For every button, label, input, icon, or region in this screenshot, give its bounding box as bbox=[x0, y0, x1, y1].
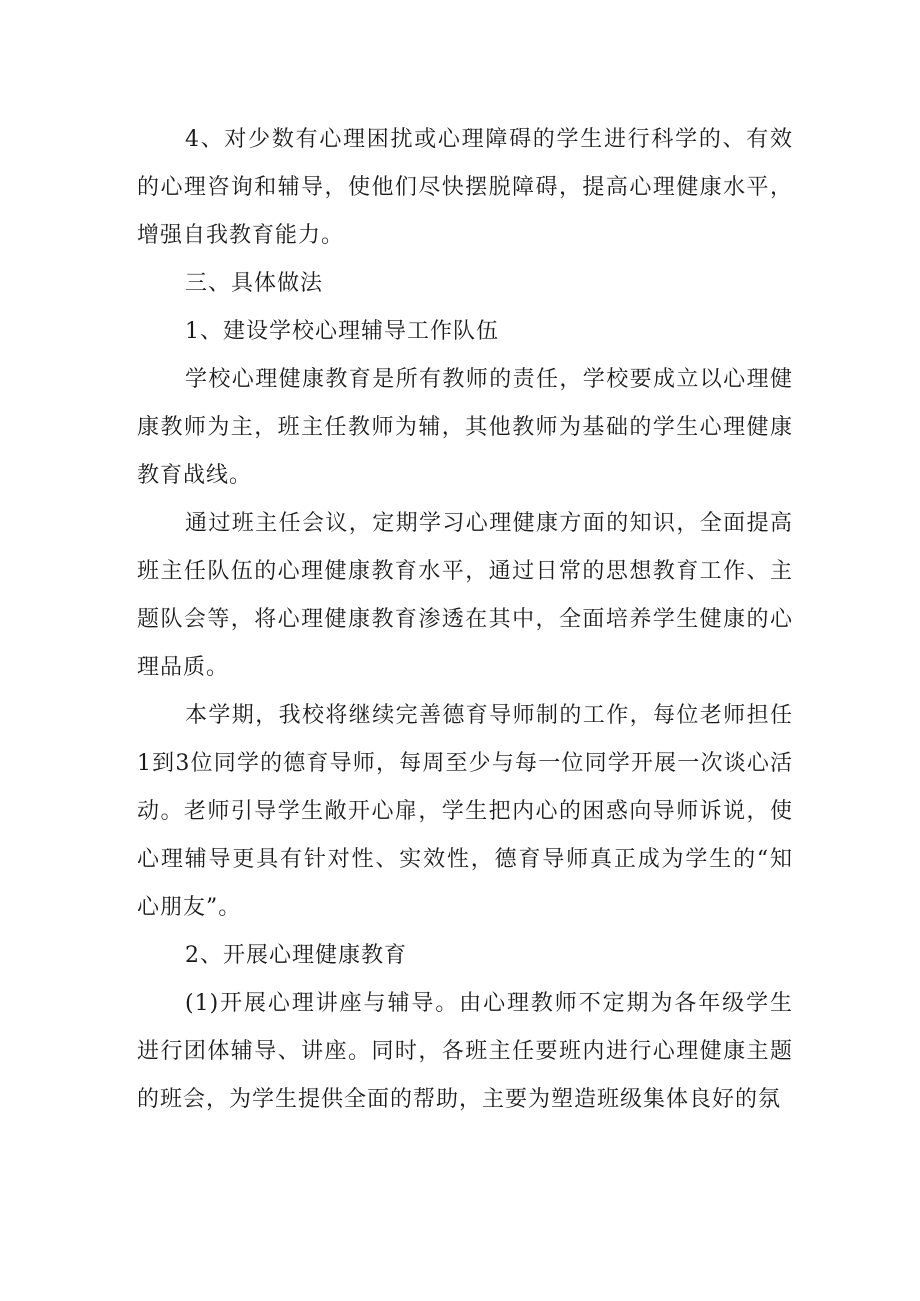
document-page bbox=[137, 116, 793, 1124]
paragraph-lectures-counseling: (1)开展心理讲座与辅导。由心理教师不定期为各年级学生进行团体辅导、讲座。同时，各班主任要班内进行心理健康主题的班会，为学生提供全面的帮助，主要为塑造班级集体良好的氛 bbox=[137, 991, 793, 1112]
subheading-build-team: 1、建设学校心理辅导工作队伍 bbox=[185, 319, 499, 344]
subheading-conduct-education: 2、开展心理健康教育 bbox=[185, 943, 407, 968]
paragraph-item-4: 4、对少数有心理困扰或心理障碍的学生进行科学的、有效的心理咨询和辅导，使他们尽快摆脱障碍，提高心理健康水平，增强自我教育能力。 bbox=[137, 127, 793, 248]
paragraph-class-teacher-meetings: 通过班主任会议，定期学习心理健康方面的知识，全面提高班主任队伍的心理健康教育水平，通过日常的思想教育工作、主题队会等，将心理健康教育渗透在其中，全面培养学生健康的心理品质。 bbox=[137, 511, 793, 680]
paragraph-teacher-responsibility: 学校心理健康教育是所有教师的责任，学校要成立以心理健康教师为主，班主任教师为辅，其他教师为基础的学生心理健康教育战线。 bbox=[137, 367, 793, 488]
section-heading-specific-methods: 三、具体做法 bbox=[185, 271, 324, 296]
paragraph-moral-tutor-system: 本学期，我校将继续完善德育导师制的工作，每位老师担任1到3位同学的德育导师，每周至少与每一位同学开展一次谈心活动。老师引导学生敞开心扉，学生把内心的困惑向导师诉说，使心理辅导更具有针对性、实效性，德育导师真正成为学生的“知心朋友”。 bbox=[137, 703, 793, 920]
